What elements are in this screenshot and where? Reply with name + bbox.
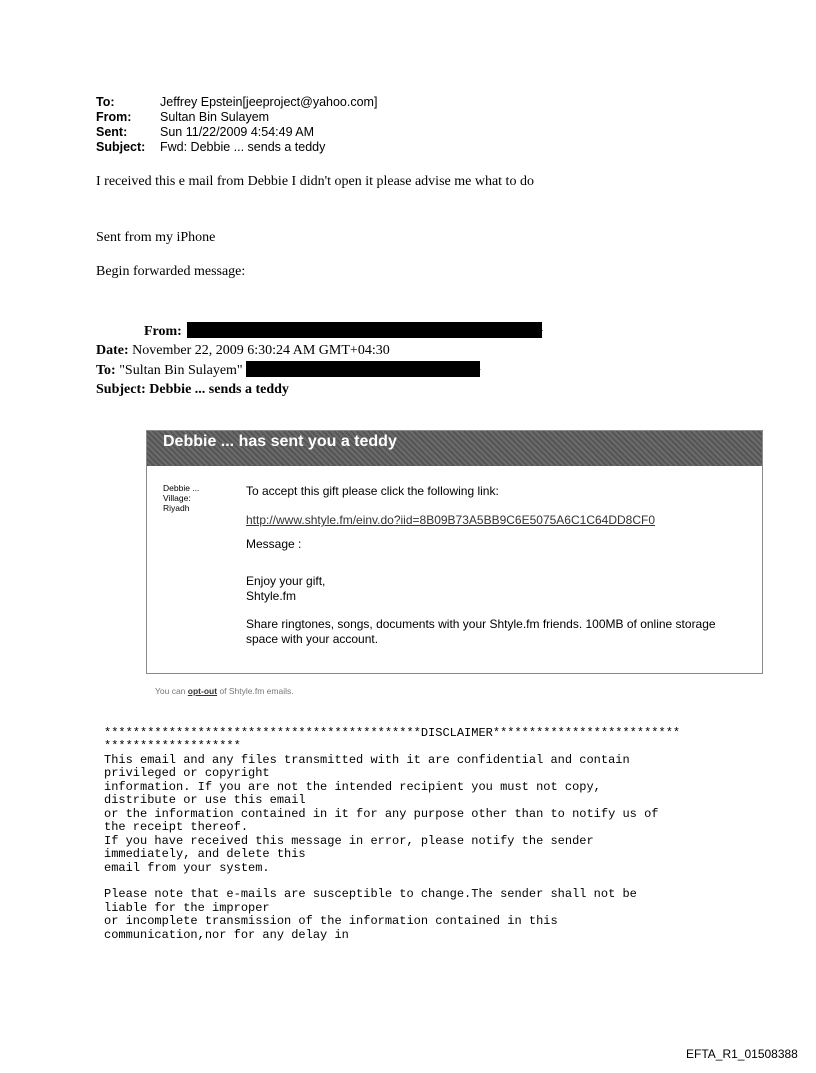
header-sent-label: Sent: xyxy=(96,125,128,139)
disclaimer-line: Please note that e-mails are susceptible to change.The sender shall not be xyxy=(104,887,637,902)
forwarded-date-label: Date: xyxy=(96,342,129,358)
gift-card-sender xyxy=(163,483,233,513)
gift-card-title: Debbie ... has sent you a teddy xyxy=(147,431,762,466)
brand-text: Shtyle.fm xyxy=(246,589,297,603)
disclaimer-line: the receipt thereof. xyxy=(104,820,249,835)
share-text: Share ringtones, songs, documents with your Shtyle.fm friends. 100MB of online storage space with your account. xyxy=(246,617,716,646)
disclaimer-line: privileged or copyright xyxy=(104,766,270,781)
redaction-tail: ‑ xyxy=(539,324,544,336)
forwarded-from-row xyxy=(96,321,543,342)
disclaimer-line: liable for the improper xyxy=(104,900,270,915)
sender-village: Riyadh xyxy=(163,503,190,513)
header-sent-row xyxy=(96,125,377,140)
disclaimer-line: ******************* xyxy=(104,739,241,754)
header-from-label: From: xyxy=(96,110,132,124)
forwarded-to-row xyxy=(96,360,543,381)
header-from-value: Sultan Bin Sulayem xyxy=(160,110,270,124)
forwarded-to-value: "Sultan Bin Sulayem" xyxy=(119,363,243,378)
redaction-tail: ‑ xyxy=(477,363,481,375)
gift-card xyxy=(146,430,763,674)
disclaimer-line xyxy=(104,875,680,888)
forwarded-subject-label: Subject: xyxy=(96,381,146,397)
enjoy-text: Enjoy your gift, xyxy=(246,574,326,588)
gift-card-divider xyxy=(147,466,762,473)
header-sent-value: Sun 11/22/2009 4:54:49 AM xyxy=(160,125,315,139)
header-subject-value: Fwd: Debbie ... sends a teddy xyxy=(160,140,326,154)
header-subject-row xyxy=(96,140,377,155)
header-to-value: Jeffrey Epstein[jeeproject@yahoo.com] xyxy=(160,95,378,109)
disclaimer-line: communication,nor for any delay in xyxy=(104,927,349,942)
disclaimer-line: ********************************************DISCLAIMER************************** xyxy=(104,726,681,740)
header-to-label: To: xyxy=(96,95,115,109)
header-from-row xyxy=(96,110,377,125)
forwarded-to-label: To: xyxy=(96,363,116,378)
disclaimer-line: email from your system. xyxy=(104,860,270,875)
disclaimer-line: If you have received this message in error, please notify the sender xyxy=(104,833,594,848)
forwarded-from-label: From: xyxy=(144,324,182,339)
optout-suffix: of Shtyle.fm emails. xyxy=(219,686,294,696)
disclaimer xyxy=(104,727,680,942)
document-id: EFTA_R1_01508388 xyxy=(686,1047,798,1061)
disclaimer-line: immediately, and delete this xyxy=(104,847,306,862)
disclaimer-line: or the information contained in it for any purpose other than to notify us of xyxy=(104,806,659,821)
sender-name: Debbie ... xyxy=(163,483,200,493)
optout-line xyxy=(155,686,294,696)
disclaimer-line: information. If you are not the intended recipient you must not copy, xyxy=(104,779,601,794)
gift-link[interactable]: http://www.shtyle.fm/einv.do?iid=8B09B73A5BB9C6E5075A6C1C64DD8CF0 xyxy=(246,513,656,527)
header-to-row xyxy=(96,95,377,110)
redaction-box xyxy=(187,322,542,338)
body-message: I received this e mail from Debbie I didn't open it please advise me what to do xyxy=(96,174,534,189)
optout-link[interactable]: opt-out xyxy=(187,686,218,696)
disclaimer-line: This email and any files transmitted with it are confidential and contain xyxy=(104,752,630,767)
sender-village-label: Village: xyxy=(163,493,191,503)
body-begin-forward: Begin forwarded message: xyxy=(96,264,246,279)
disclaimer-line: distribute or use this email xyxy=(104,793,306,808)
forwarded-subject-value: Debbie ... sends a teddy xyxy=(149,381,289,397)
forwarded-subject-row xyxy=(96,381,543,400)
disclaimer-line: or incomplete transmission of the information contained in this xyxy=(104,914,558,929)
message-label: Message : xyxy=(246,537,302,551)
redaction-box xyxy=(246,361,480,377)
forwarded-date-value: November 22, 2009 6:30:24 AM GMT+04:30 xyxy=(132,342,390,358)
body-signature: Sent from my iPhone xyxy=(96,230,216,245)
header-subject-label: Subject: xyxy=(96,140,146,154)
gift-card-content xyxy=(246,484,746,647)
accept-text: To accept this gift please click the following link: xyxy=(246,484,499,498)
email-header xyxy=(96,95,377,155)
optout-prefix: You can xyxy=(155,686,186,696)
forwarded-headers xyxy=(96,321,543,399)
forwarded-date-row xyxy=(96,342,543,361)
